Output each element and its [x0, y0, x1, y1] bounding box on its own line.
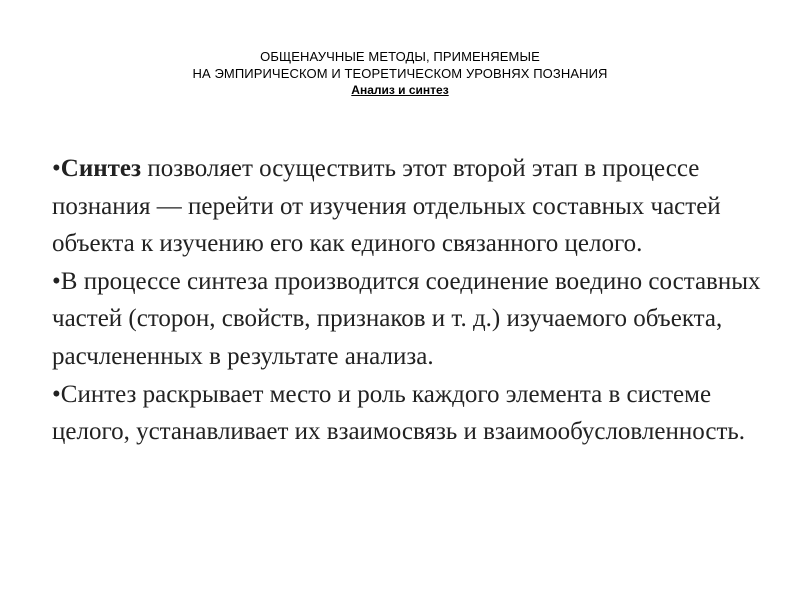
- bullet-marker: •: [52, 267, 61, 295]
- bullet-marker: •: [52, 380, 61, 408]
- header-title-line-2: НА ЭМПИРИЧЕСКОМ И ТЕОРЕТИЧЕСКОМ УРОВНЯХ ПОЗНАНИЯ: [192, 66, 608, 81]
- bullet-item-2: [52, 263, 772, 376]
- slide-body: [52, 150, 772, 451]
- bullet-item-3: [52, 376, 772, 451]
- bullet-item-1: [52, 150, 772, 263]
- slide-header: [0, 48, 800, 99]
- bullet-text: В процессе синтеза производится соединение воедино составных частей (сторон, свойств, признаков и т. д.) изучаемого объекта, расчлененных в результате анализа.: [52, 267, 761, 370]
- bullet-text: Синтез раскрывает место и роль каждого элемента в системе целого, устанавливает их взаимосвязь и взаимообусловленность.: [52, 380, 746, 446]
- bullet-marker: •: [52, 155, 61, 182]
- bullet-text: позволяет осуществить этот второй этап в процессе познания — перейти от изучения отдельных составных частей объекта к изучению его как единого связанного целого.: [52, 155, 721, 258]
- header-title-line-1: ОБЩЕНАУЧНЫЕ МЕТОДЫ, ПРИМЕНЯЕМЫЕ: [260, 49, 540, 64]
- header-subtitle: Анализ и синтез: [351, 83, 449, 97]
- bullet-lead-term: Синтез: [60, 155, 142, 182]
